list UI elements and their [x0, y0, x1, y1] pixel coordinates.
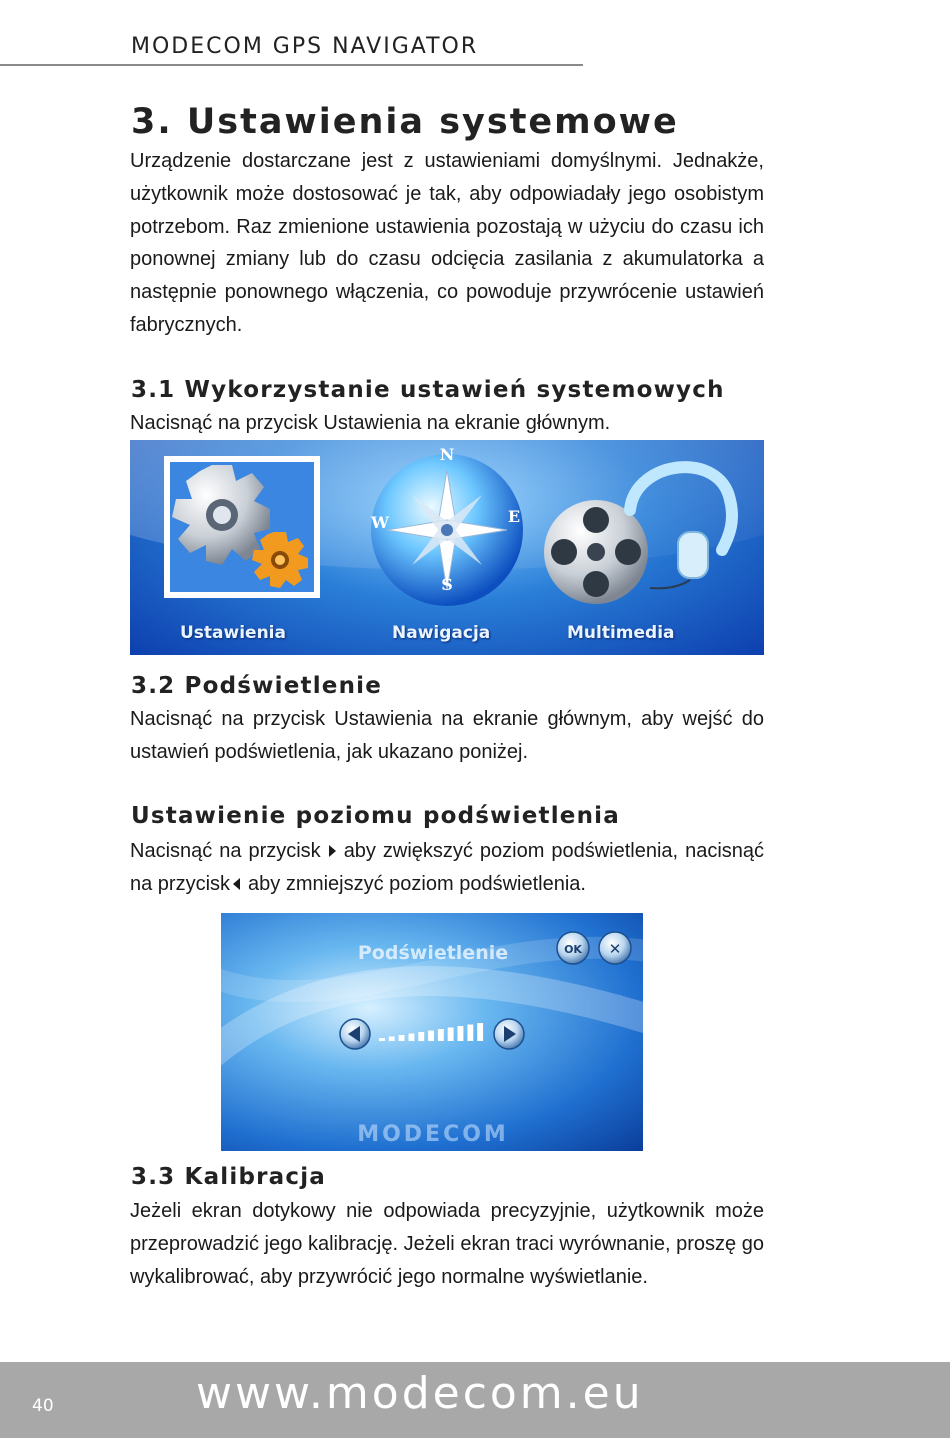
menu-label-ustawienia[interactable]: Ustawienia [180, 623, 286, 643]
menu-label-nawigacja[interactable]: Nawigacja [392, 623, 491, 643]
backlight-text-part2: aby zwiększyć poziom podświetlenia, nacisnąć na przycisk [130, 840, 765, 895]
backlight-level-segment [477, 1023, 483, 1041]
running-header: MODECOM GPS NAVIGATOR [131, 34, 479, 59]
section-3-body: Urządzenie dostarczane jest z ustawieniami domyślnymi. Jednakże, użytkownik może dostosować je tak, aby odpowiadały jego osobistym potrzebom. Raz zmienione ustawienia pozostają w użyciu do czasu ich ponownej zmiany lub do czasu odcięcia zasilania z akumulatorka a następnie ponownego włączenia, co powoduje przywrócenie ustawień fabrycznych. [130, 150, 764, 336]
section-3-heading: 3. Ustawienia systemowe [131, 102, 679, 142]
page-number: 40 [32, 1396, 54, 1416]
section-3-1-heading: 3.1 Wykorzystanie ustawień systemowych [131, 377, 725, 403]
backlight-level-segment [448, 1028, 454, 1042]
settings-gear-icon[interactable] [164, 456, 320, 598]
footer-url: www.modecom.eu [196, 1368, 644, 1419]
section-3-3-heading: 3.3 Kalibracja [131, 1164, 327, 1190]
header-rule [0, 64, 583, 66]
ok-button[interactable] [557, 932, 589, 964]
compass-s: S [441, 575, 453, 594]
backlight-title: Podświetlenie [357, 942, 509, 964]
backlight-level-segment [379, 1038, 385, 1041]
increase-backlight-button[interactable] [494, 1019, 524, 1049]
backlight-text-part1: Nacisnąć na przycisk [130, 840, 321, 862]
backlight-level-segment [467, 1025, 473, 1042]
left-arrow-icon [233, 878, 240, 890]
close-button[interactable] [599, 932, 631, 964]
backlight-screenshot [221, 913, 643, 1151]
backlight-level-segment [428, 1031, 434, 1042]
backlight-level-segment [438, 1029, 444, 1041]
section-3-2-heading: 3.2 Podświetlenie [131, 673, 383, 699]
backlight-level-segment [389, 1037, 395, 1042]
section-3-1-body: Nacisnąć na przycisk Ustawienia na ekranie głównym. [130, 412, 611, 434]
main-menu-screenshot [130, 440, 764, 655]
backlight-level-segment [399, 1035, 405, 1041]
backlight-level-segment [409, 1034, 415, 1042]
section-3-2-body: Nacisnąć na przycisk Ustawienia na ekranie głównym, aby wejść do ustawień podświetlenia, jak ukazano poniżej. [130, 708, 764, 763]
compass-w: W [371, 513, 389, 532]
backlight-level-segment [418, 1032, 424, 1041]
backlight-level-body [130, 835, 764, 901]
ok-label: OK [564, 943, 582, 956]
backlight-level-heading: Ustawienie poziomu podświetlenia [131, 803, 620, 829]
backlight-text-part3: aby zmniejszyć poziom podświetlenia. [248, 872, 586, 895]
backlight-level-bar[interactable] [379, 1023, 483, 1041]
close-icon: ✕ [608, 940, 622, 958]
compass-n: N [439, 445, 455, 464]
decrease-backlight-button[interactable] [340, 1019, 370, 1049]
section-3-3-body: Jeżeli ekran dotykowy nie odpowiada precyzyjnie, użytkownik może przeprowadzić jego kalibrację. Jeżeli ekran traci wyrównanie, proszę go wykalibrować, aby przywrócić jego normalne wyświetlanie. [130, 1200, 764, 1288]
right-arrow-icon [329, 845, 336, 857]
compass-e: E [507, 507, 521, 526]
menu-label-multimedia[interactable]: Multimedia [567, 623, 675, 643]
backlight-level-segment [458, 1026, 464, 1041]
backlight-art [221, 913, 643, 1151]
modecom-watermark: MODECOM [357, 1122, 509, 1147]
